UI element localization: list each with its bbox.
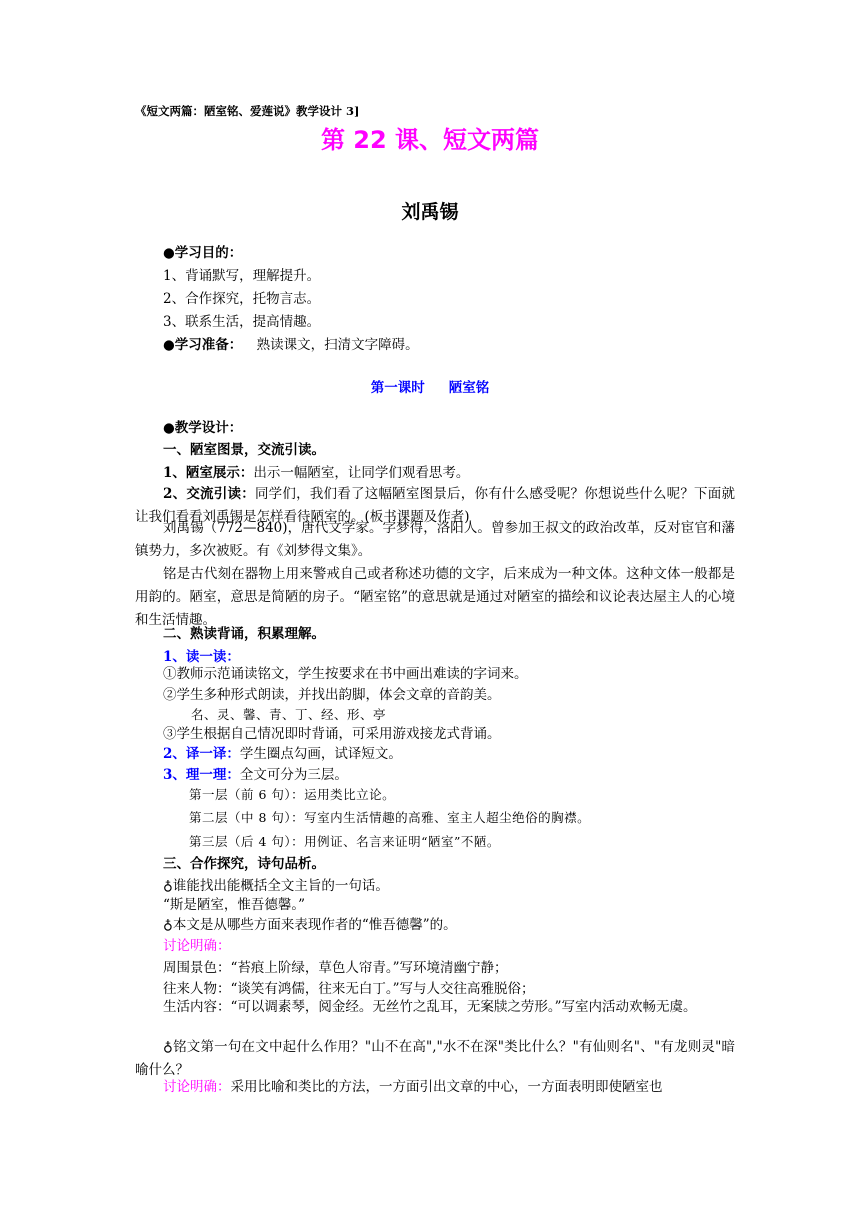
read-label: 1、读一读：: [163, 649, 240, 665]
answer-1: “斯是陋室，惟吾德馨。”: [163, 897, 306, 913]
read-item: ②学生多种形式朗读，并找出韵脚，体会文章的音韵美。: [163, 687, 501, 703]
objectives-heading: ●学习目的：: [163, 245, 243, 261]
read-item: ①教师示范诵读铭文，学生按要求在书中画出难读的字词来。: [163, 666, 528, 682]
life-paragraph: 生活内容：“可以调素琴，阅金经。无丝竹之乱耳，无案牍之劳形。”写室内活动欢畅无虞。: [163, 999, 697, 1015]
objective-item: 2、合作探究，托物言志。: [163, 291, 321, 307]
objective-item: 1、背诵默写，理解提升。: [163, 268, 321, 284]
translate-line: [163, 744, 402, 764]
lead-label: 2、交流引读：: [163, 486, 255, 502]
question-2: ♁本文是从哪些方面来表现作者的“惟吾德馨”的。: [163, 917, 457, 933]
display-text: 出示一幅陋室，让同学们观看思考。: [253, 465, 470, 481]
question-1: ♁谁能找出能概括全文主旨的一句话。: [163, 878, 389, 894]
read-item: ③学生根据自己情况即时背诵，可采用游戏接龙式背诵。: [163, 726, 501, 742]
layer-item: 第三层（后 4 句）：用例证、名言来证明“陋室”不陋。: [189, 834, 500, 849]
display-line: [163, 463, 469, 483]
sort-text: 全文可分为三层。: [239, 767, 348, 783]
discussion-label: 讨论明确：: [163, 938, 231, 954]
aspect-item: 往来人物：“谈笑有鸿儒，往来无白丁。”写与人交往高雅脱俗；: [163, 981, 535, 997]
design-heading: ●教学设计：: [163, 420, 243, 436]
answer-3-text: 采用比喻和类比的方法，一方面引出文章的中心，一方面表明即使陋室也: [230, 1079, 663, 1095]
preparation-label: ●学习准备：: [163, 337, 243, 353]
layer-item: 第二层（中 8 句）：写室内生活情趣的高雅、室主人超尘绝俗的胸襟。: [189, 810, 591, 825]
period-title: 陋室铭: [448, 380, 490, 396]
display-label: 1、陋室展示：: [163, 465, 254, 481]
period-heading: [0, 376, 860, 396]
section3-heading: 三、合作探究，诗句品析。: [163, 856, 325, 872]
preparation-line: [163, 335, 419, 355]
author-name: 刘禹锡: [401, 201, 459, 223]
aspect-item: 周围景色：“苔痕上阶绿，草色人帘青。”写环境清幽宁静；: [163, 960, 508, 976]
section1-heading: 一、陋室图景，交流引读。: [163, 442, 325, 458]
rhyme-words: 名、灵、馨、青、丁、经、形、亭: [191, 707, 387, 722]
answer-3-paragraph: [135, 1076, 735, 1099]
section2-heading: 二、熟读背诵，积累理解。: [163, 626, 325, 642]
translate-label: 2、译一译：: [163, 746, 240, 762]
layer-item: 第一层（前 6 句）：运用类比立论。: [189, 787, 396, 802]
translate-text: 学生圈点勾画，试译短文。: [239, 746, 402, 762]
period-label: 第一课时: [370, 380, 425, 396]
lead-text: 同学们，我们看了这幅陋室图景后，你有什么感受呢？你想说些什么呢？下面就让我们看看刘禹锡是怎样看待陋室的。(板书课题及作者): [135, 486, 735, 525]
sort-line: [163, 765, 348, 785]
genre-paragraph: 铭是古代刻在器物上用来警戒自己或者称述功德的文字，后来成为一种文体。这种文体一般都是用韵的。陋室，意思是简陋的房子。“陋室铭”的意思就是通过对陋室的描绘和议论表达屋主人的心境和生活情趣。: [135, 566, 735, 628]
objective-item: 3、联系生活，提高情趣。: [163, 314, 321, 330]
preparation-text: 熟读课文，扫清文字障碍。: [256, 337, 419, 353]
author-bio-paragraph: 刘禹锡（772—840)，唐代文学家。字梦得，洛阳人。曾参加王叔文的政治改革，反对宦官和藩镇势力，多次被贬。有《刘梦得文集》。: [135, 520, 735, 559]
discussion-label: 讨论明确：: [163, 1079, 231, 1095]
document-header-note: 《短文两篇：陋室铭、爱莲说》教学设计 3]: [135, 104, 360, 118]
lesson-title: 第 22 课、短文两篇: [320, 126, 540, 154]
question-3: ♁铭文第一句在文中起什么作用？"山不在高","水不在深"类比什么？"有仙则名"、"有龙则灵"暗喻什么？: [135, 1039, 735, 1078]
sort-label: 3、理一理：: [163, 767, 240, 783]
